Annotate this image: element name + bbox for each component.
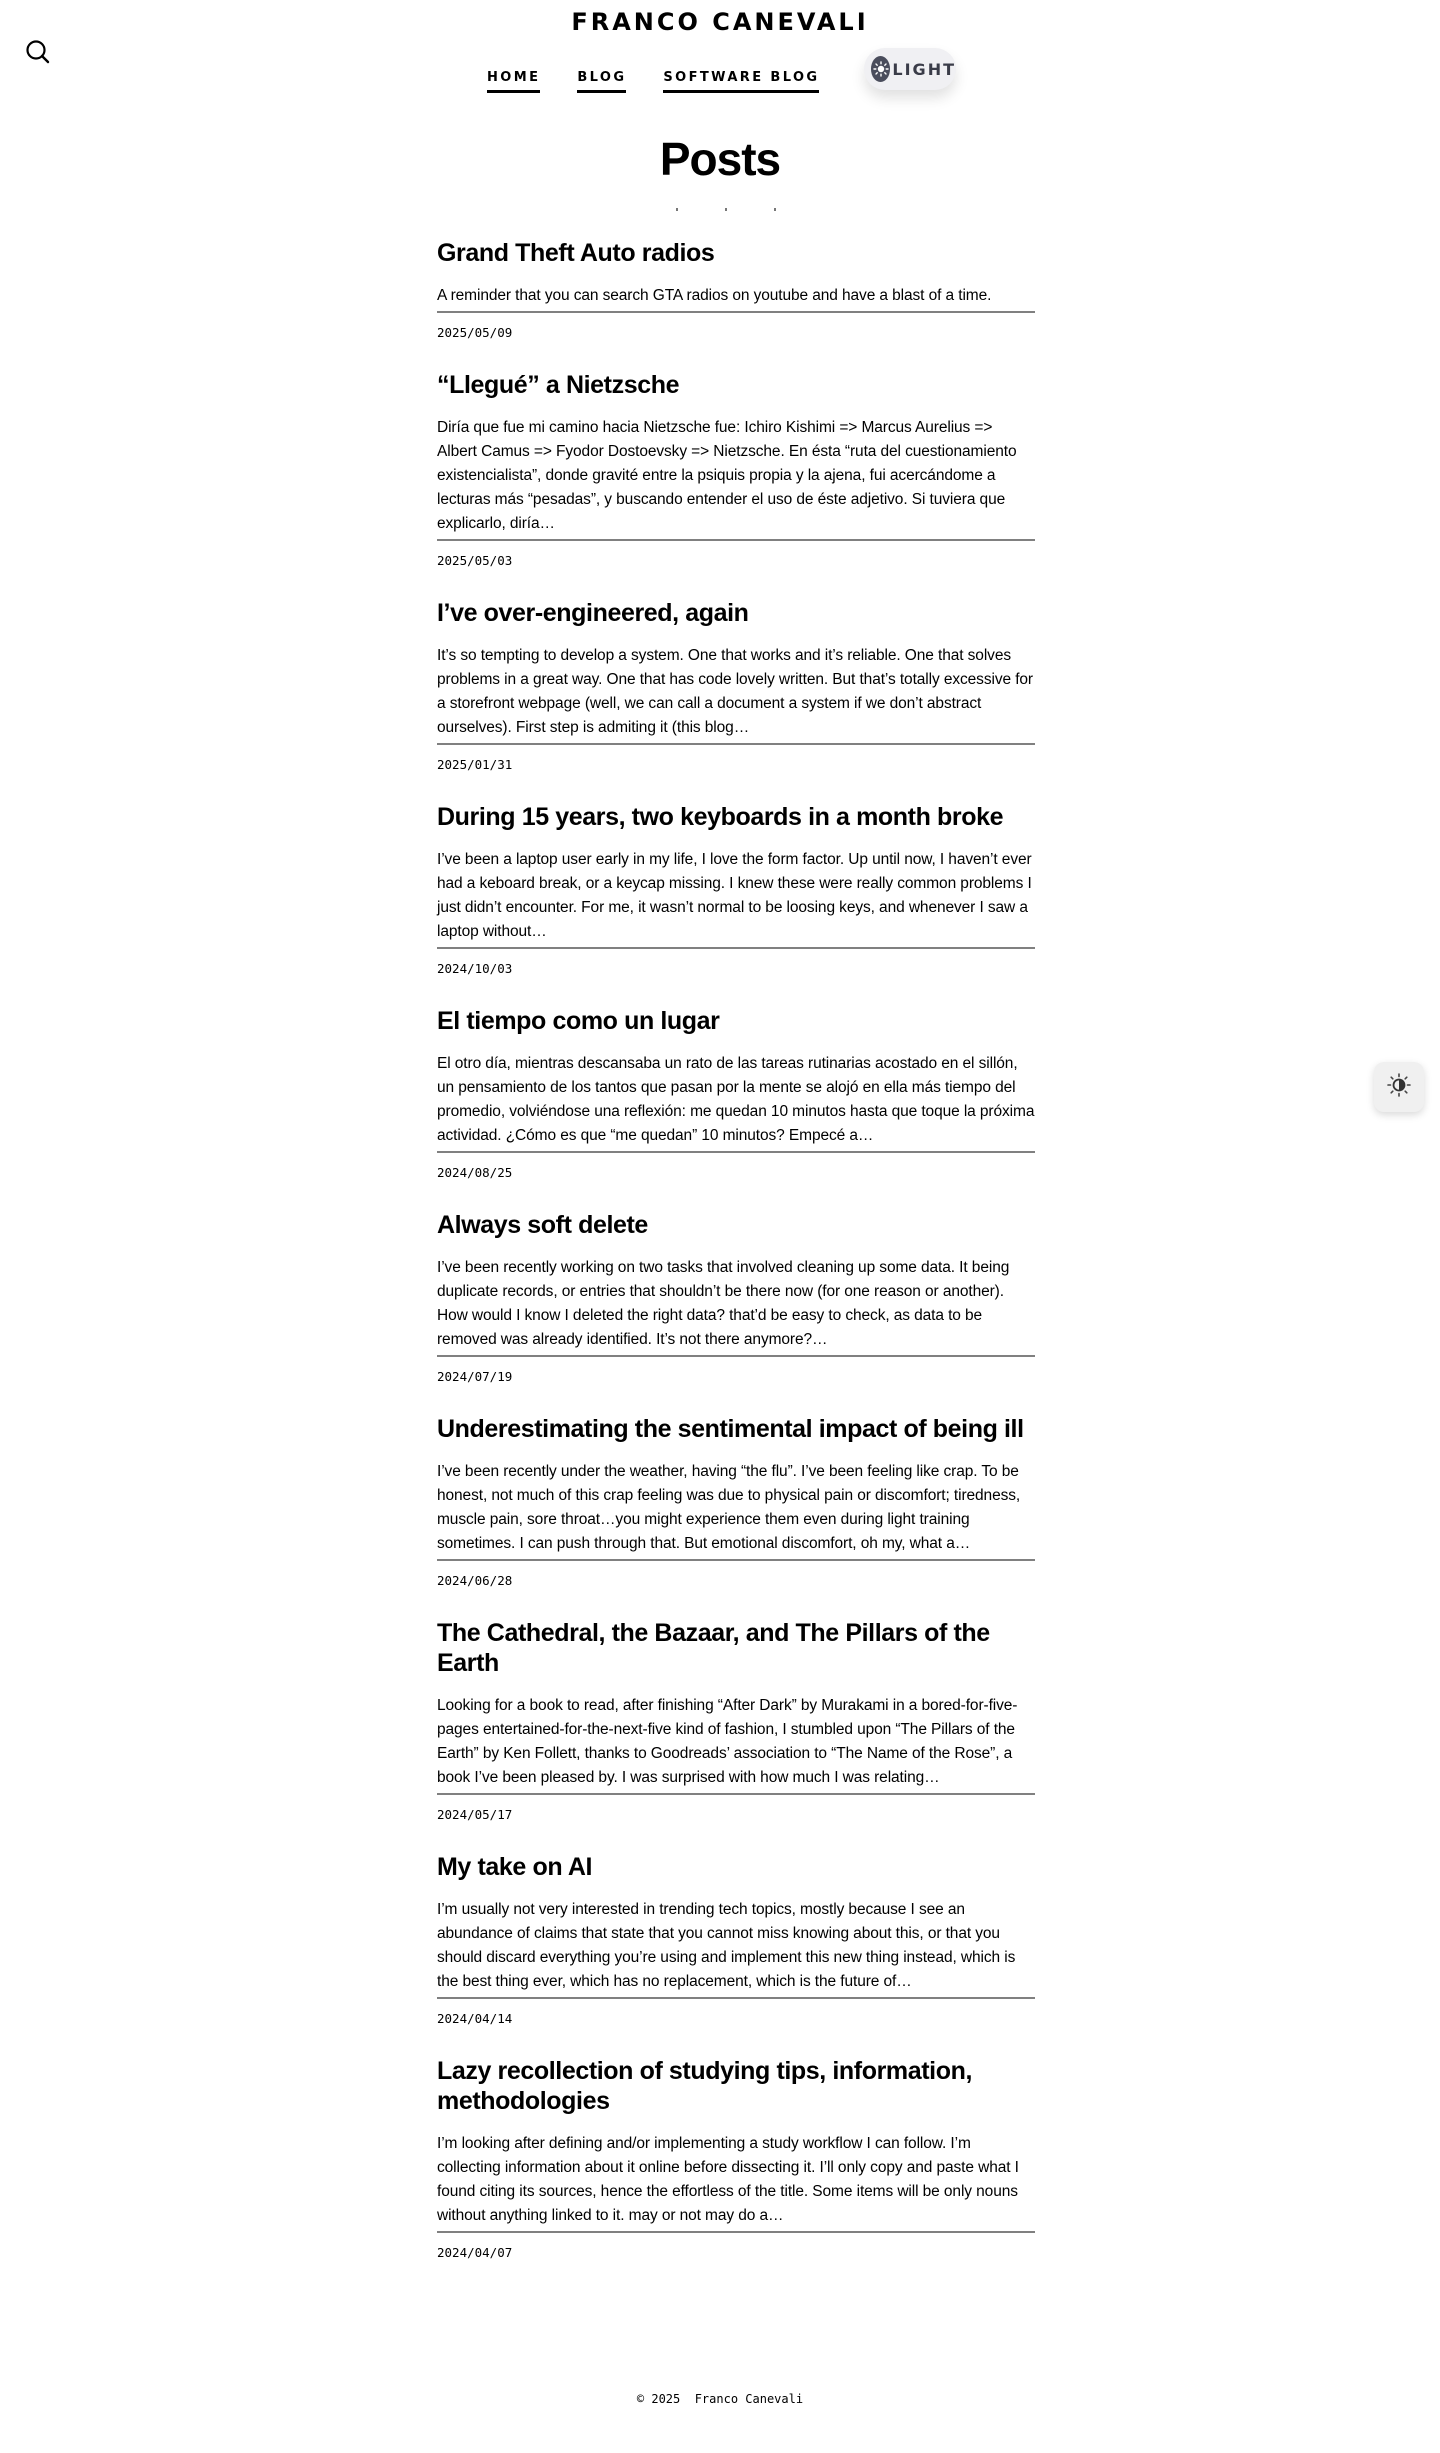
post-divider <box>437 311 1035 313</box>
nav-software-blog[interactable]: SOFTWARE BLOG <box>663 70 819 93</box>
post-divider <box>437 1997 1035 1999</box>
main-nav <box>487 70 819 93</box>
post-date: 2024/04/14 <box>437 2011 513 2026</box>
post-divider <box>437 947 1035 949</box>
page-title: Posts <box>659 133 781 185</box>
post-excerpt: I’ve been recently under the weather, having “the flu”. I’ve been feeling like crap. To be honest, not much of this crap feeling was due to physical pain or discomfort; tiredness, muscle pain, sore throat…you might experience them even during light training sometimes. I can push through that. But emotional discomfort, oh my, what a… <box>437 1463 1021 1552</box>
post-item <box>437 1210 1035 1384</box>
sun-icon <box>871 56 890 82</box>
post-title[interactable]: I’ve over-engineered, again <box>437 599 749 627</box>
post-divider <box>437 743 1035 745</box>
post-excerpt: It’s so tempting to develop a system. One that works and it’s reliable. One that solves problems in a great way. One that has code lovely written. But that’s totally excessive for a storefront webpage (well, we can call a document a system if we don’t abstract ourselves). First step is admiting it (this blog… <box>437 647 1033 736</box>
post-date: 2024/08/25 <box>437 1165 513 1180</box>
post-title[interactable]: Lazy recollection of studying tips, information, methodologies <box>437 2057 973 2115</box>
post-divider <box>437 1559 1035 1561</box>
post-date: 2025/01/31 <box>437 757 513 772</box>
post-date: 2024/07/19 <box>437 1369 513 1384</box>
post-excerpt: I’m looking after defining and/or implementing a study workflow I can follow. I’m collecting information about it online before dissecting it. I’ll only copy and paste what I found citing its sources, hence the effortless of the title. Some items will be only nouns without anything linked to it. may or not may do a… <box>437 2135 1019 2224</box>
post-date: 2024/04/07 <box>437 2245 513 2260</box>
post-item <box>437 802 1035 976</box>
post-title[interactable]: “Llegué” a Nietzsche <box>437 371 680 399</box>
post-excerpt: El otro día, mientras descansaba un rato de las tareas rutinarias acostado en el sillón, un pensamiento de los tantos que pasan por la mente se alojó en ella más tiempo del promedio, volviéndose una reflexión: me quedan 10 minutos hasta que toque la próxima actividad. ¿Cómo es que “me quedan” 10 minutos? Empecé a… <box>437 1055 1035 1144</box>
post-date: 2025/05/09 <box>437 325 513 340</box>
post-item <box>437 1618 1035 1822</box>
post-divider <box>437 2231 1035 2233</box>
post-date: 2025/05/03 <box>437 553 513 568</box>
post-list <box>437 238 1035 2290</box>
theme-toggle[interactable] <box>864 48 956 90</box>
post-item <box>437 1852 1035 2026</box>
post-excerpt: I’m usually not very interested in trending tech topics, mostly because I see an abundance of claims that state that you cannot miss knowing about this, or that you should discard everything you’re using and implement this new thing instead, which is the best thing ever, which has no replacement, which is the future of… <box>437 1901 1016 1990</box>
footer-copyright: © 2025 Franco Canevali <box>636 2392 804 2406</box>
post-divider <box>437 1793 1035 1795</box>
nav-blog[interactable]: BLOG <box>577 70 626 93</box>
site-title[interactable]: FRANCO CANEVALI <box>571 8 869 36</box>
post-date: 2024/05/17 <box>437 1807 513 1822</box>
divider-dots <box>676 208 776 211</box>
post-title[interactable]: The Cathedral, the Bazaar, and The Pillars of the Earth <box>437 1619 990 1677</box>
post-divider <box>437 539 1035 541</box>
post-title[interactable]: During 15 years, two keyboards in a month broke <box>437 803 1004 831</box>
post-item <box>437 1414 1035 1588</box>
post-item <box>437 2056 1035 2260</box>
post-item <box>437 370 1035 568</box>
post-item <box>437 598 1035 772</box>
post-divider <box>437 1151 1035 1153</box>
post-excerpt: Looking for a book to read, after finishing “After Dark” by Murakami in a bored-for-five-pages entertained-for-the-next-five kind of fashion, I stumbled upon “The Pillars of the Earth” by Ken Follett, thanks to Goodreads’ association to “The Name of the Rose”, a book I’ve been pleased by. I was surprised with how much I was relating… <box>437 1697 1018 1786</box>
post-date: 2024/10/03 <box>437 961 513 976</box>
post-title[interactable]: Always soft delete <box>437 1211 648 1239</box>
post-item <box>437 238 1035 340</box>
post-excerpt: I’ve been a laptop user early in my life, I love the form factor. Up until now, I haven’t ever had a keboard break, or a keycap missing. I knew these were really common problems I just didn’t encounter. For me, it wasn’t normal to be loosing keys, and whenever I saw a laptop without… <box>437 851 1032 940</box>
contrast-theme-button[interactable] <box>1374 1062 1424 1112</box>
post-title[interactable]: My take on AI <box>437 1853 593 1881</box>
post-item <box>437 1006 1035 1180</box>
post-excerpt: A reminder that you can search GTA radios on youtube and have a blast of a time. <box>437 287 992 304</box>
post-title[interactable]: Grand Theft Auto radios <box>437 239 715 267</box>
post-divider <box>437 1355 1035 1357</box>
search-icon[interactable] <box>24 38 52 66</box>
post-title[interactable]: El tiempo como un lugar <box>437 1007 720 1035</box>
nav-home[interactable]: HOME <box>487 70 540 93</box>
post-title[interactable]: Underestimating the sentimental impact of being ill <box>437 1415 1024 1443</box>
post-excerpt: Diría que fue mi camino hacia Nietzsche fue: Ichiro Kishimi => Marcus Aurelius => Albert Camus => Fyodor Dostoevsky => Nietzsche. En ésta “ruta del cuestionamiento existencialista”, donde gravité entre la psiquis propia y la ajena, fui acercándome a lecturas más “pesadas”, y buscando entender el uso de éste adjetivo. Si tuviera que explicarlo, diría… <box>437 419 1017 532</box>
post-excerpt: I’ve been recently working on two tasks that involved cleaning up some data. It being duplicate records, or entries that shouldn’t be there now (for one reason or another). How would I know I deleted the right data? that’d be easy to check, as data to be removed was already identified. It’s not there anymore?… <box>437 1259 1010 1348</box>
contrast-icon <box>1386 1072 1412 1103</box>
post-date: 2024/06/28 <box>437 1573 513 1588</box>
theme-toggle-label: LIGHT <box>892 59 956 79</box>
